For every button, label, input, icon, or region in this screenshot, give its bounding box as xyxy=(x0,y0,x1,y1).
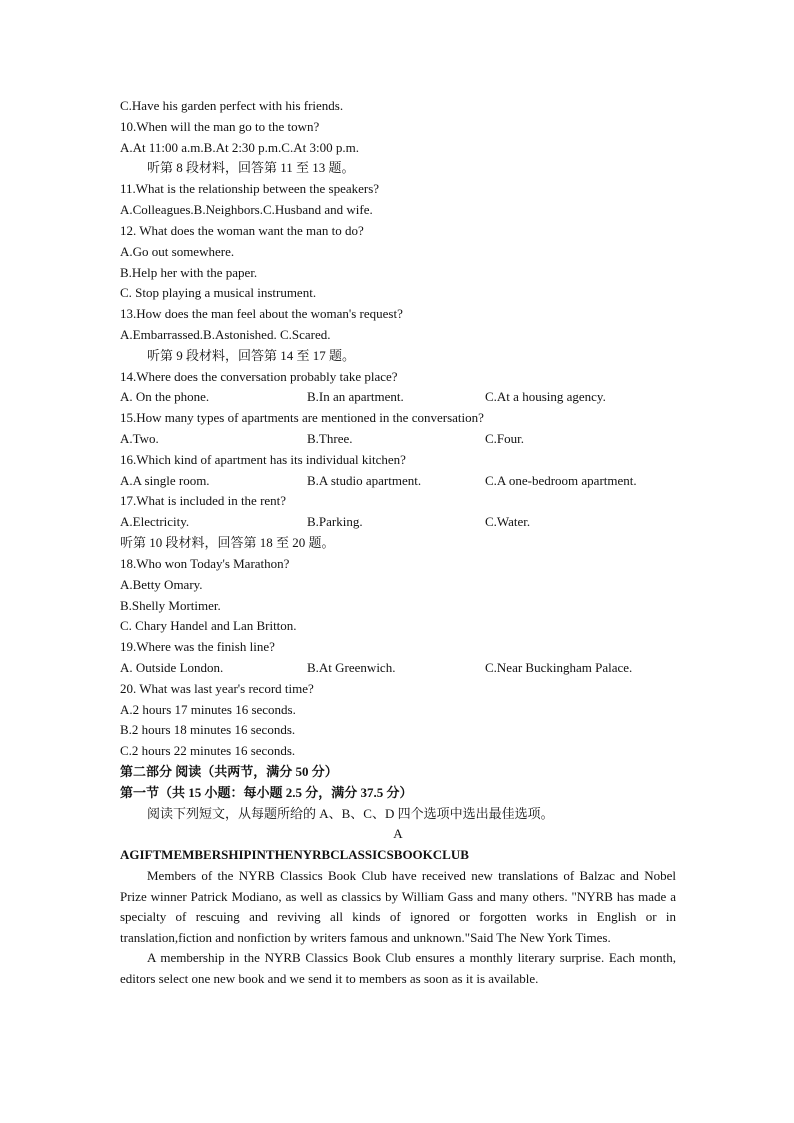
passage-body xyxy=(120,866,676,990)
option-line: A.2 hours 17 minutes 16 seconds. xyxy=(120,701,296,717)
part-title: 第二部分 阅读（共两节，满分 50 分） xyxy=(120,764,338,779)
option-a: A.Electricity. xyxy=(120,514,190,530)
passage-title: AGIFTMEMBERSHIPINTHENYRBCLASSICSBOOKCLUB xyxy=(120,847,469,863)
option-line: B.Help her with the paper. xyxy=(120,264,258,280)
option-b: B.In an apartment. xyxy=(307,389,404,405)
passage-letter: A xyxy=(393,826,403,842)
option-line: C.Have his garden perfect with his friends. xyxy=(120,98,344,113)
listening-section xyxy=(120,96,676,866)
option-a: A. On the phone. xyxy=(120,389,210,405)
option-c: C.Four. xyxy=(485,431,525,446)
option-c: C.Water. xyxy=(485,514,531,530)
option-line: C.2 hours 22 minutes 16 seconds. xyxy=(120,743,296,759)
passage-paragraph: Members of the NYRB Classics Book Club have received new translations of Balzac and Nobel Prize winner Patrick Modiano, as well as classics by William Gass and many others. "NYRB has made a specialty of rescuing and reviving all kinds of ignored or forgotten works in English or in translation,fiction and nonfiction by writers famous and unknown."Said The New York Times. xyxy=(120,868,676,945)
option-c: C.Near Buckingham Palace. xyxy=(485,659,633,675)
section-instruction: 听第 9 段材料，回答第 14 至 17 题。 xyxy=(147,347,356,363)
reading-instruction: 阅读下列短文，从每题所给的 A、B、C、D 四个选项中选出最佳选项。 xyxy=(147,805,554,821)
section-instruction: 听第 8 段材料，回答第 11 至 13 题。 xyxy=(147,160,355,176)
option-a: A.Two. xyxy=(120,431,159,446)
option-b: B.Three. xyxy=(307,431,353,446)
option-line: A.Embarrassed.B.Astonished. C.Scared. xyxy=(120,326,331,342)
passage-paragraph: A membership in the NYRB Classics Book Club ensures a monthly literary surprise. Each month, editors select one new book and we send it to members as soon as it is available. xyxy=(120,950,676,986)
question-line: 11.What is the relationship between the speakers? xyxy=(120,181,380,197)
question-line: 14.Where does the conversation probably take place? xyxy=(120,368,398,384)
question-line: 13.How does the man feel about the woman's request? xyxy=(120,306,403,322)
section-title: 第一节（共 15 小题：每小题 2.5 分，满分 37.5 分） xyxy=(120,784,413,800)
option-b: B.At Greenwich. xyxy=(307,659,396,675)
question-line: 19.Where was the finish line? xyxy=(120,639,275,655)
question-line: 17.What is included in the rent? xyxy=(120,493,287,509)
question-line: 20. What was last year's record time? xyxy=(120,680,314,696)
question-line: 15.How many types of apartments are mentioned in the conversation? xyxy=(120,410,484,426)
question-line: 12. What does the woman want the man to do? xyxy=(120,222,364,238)
option-c: C.At a housing agency. xyxy=(485,389,606,405)
options-row xyxy=(120,512,676,533)
section-instruction: 听第 10 段材料，回答第 18 至 20 题。 xyxy=(120,535,335,551)
option-line: B.2 hours 18 minutes 16 seconds. xyxy=(120,722,296,738)
option-line: B.Shelly Mortimer. xyxy=(120,597,221,613)
question-line: 16.Which kind of apartment has its individual kitchen? xyxy=(120,451,406,467)
options-row xyxy=(120,658,676,679)
option-line: A.At 11:00 a.m.B.At 2:30 p.m.C.At 3:00 p.m. xyxy=(120,139,359,155)
options-row xyxy=(120,429,676,450)
question-line: 10.When will the man go to the town? xyxy=(120,118,320,134)
option-line: A.Betty Omary. xyxy=(120,576,203,592)
option-line: A.Colleagues.B.Neighbors.C.Husband and wife. xyxy=(120,202,373,218)
option-a: A. Outside London. xyxy=(120,659,224,675)
option-a: A.A single room. xyxy=(120,472,210,488)
option-line: C. Chary Handel and Lan Britton. xyxy=(120,618,297,634)
option-c: C.A one-bedroom apartment. xyxy=(485,472,637,488)
options-row xyxy=(120,387,676,408)
option-b: B.Parking. xyxy=(307,514,363,530)
question-line: 18.Who won Today's Marathon? xyxy=(120,555,290,571)
option-line: C. Stop playing a musical instrument. xyxy=(120,285,317,301)
options-row xyxy=(120,471,676,492)
option-line: A.Go out somewhere. xyxy=(120,243,235,259)
option-b: B.A studio apartment. xyxy=(307,472,422,488)
